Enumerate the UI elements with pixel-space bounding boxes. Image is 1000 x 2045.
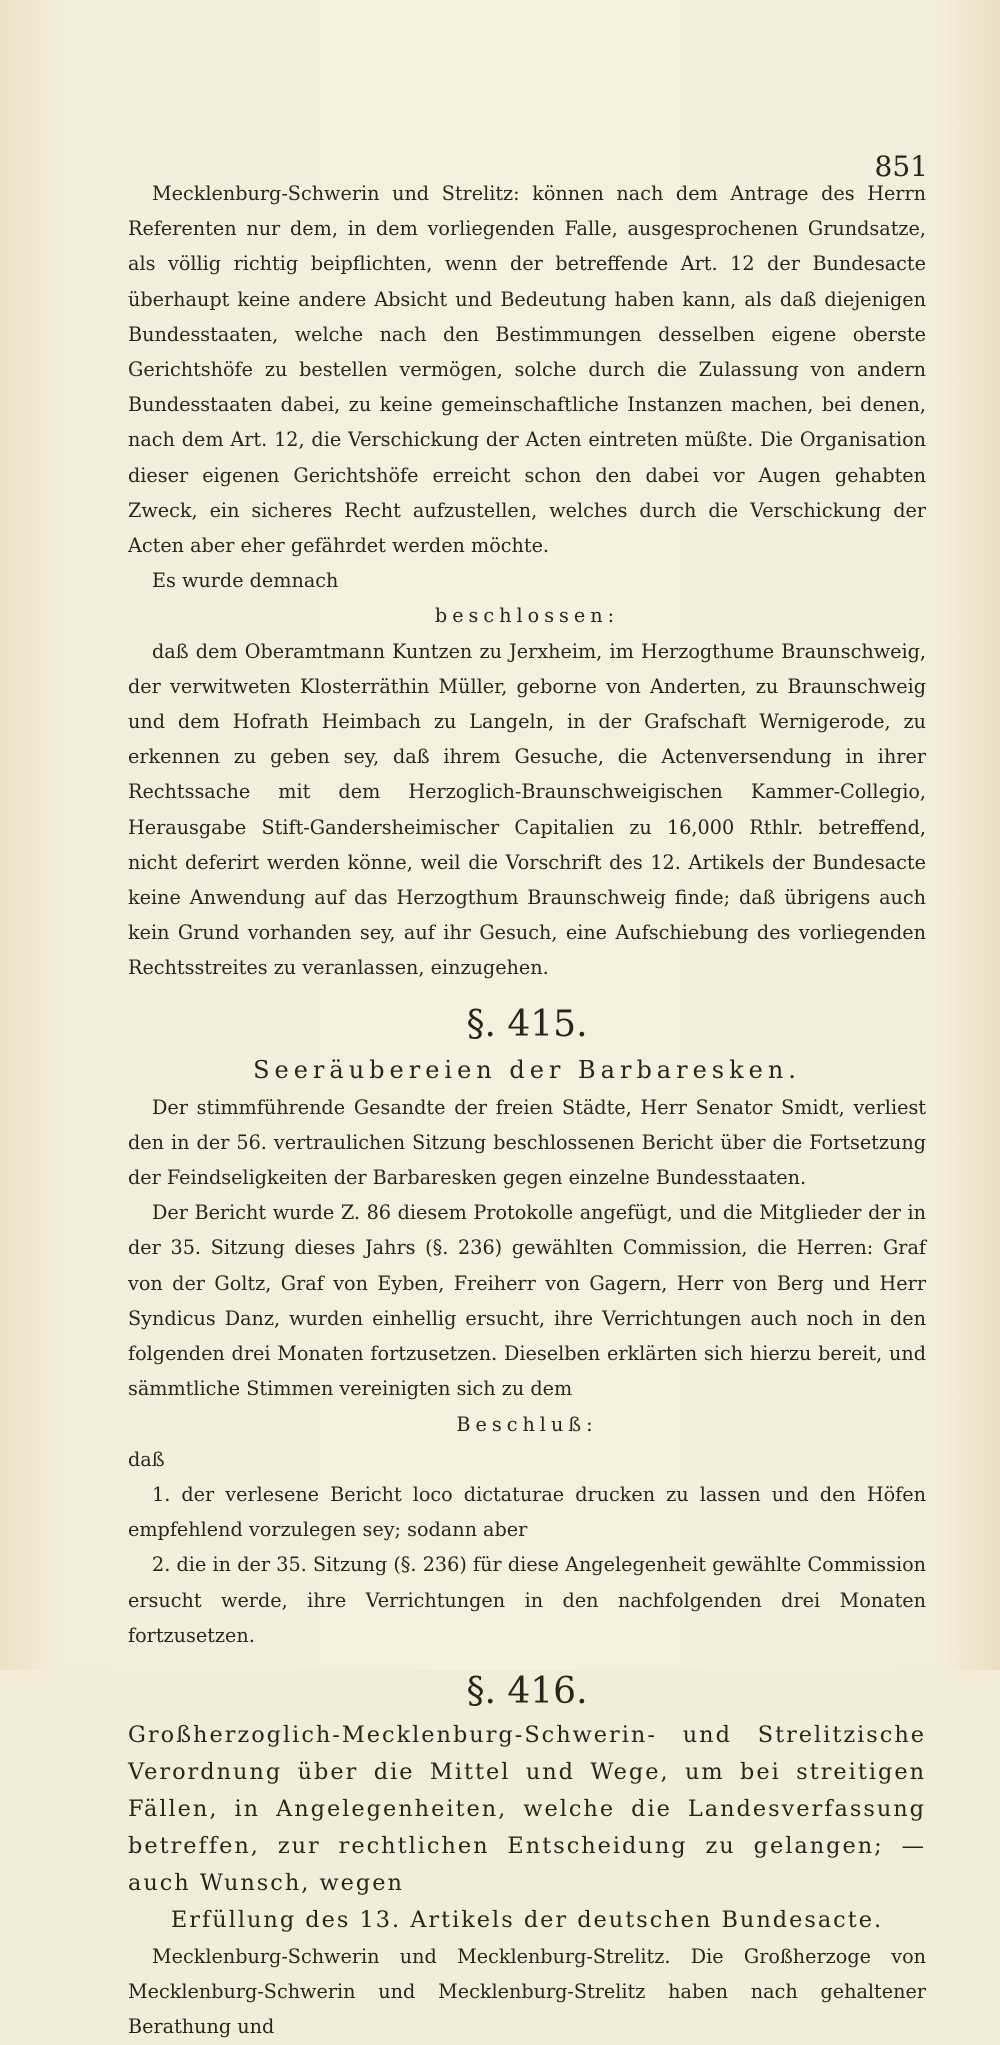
- section-416-number: §. 416.: [466, 1670, 588, 1712]
- section-415-paragraph-1: Der stimmführende Gesandte der freien Städte, Herr Senator Smidt, verliest den in der 56. vertraulichen Sitzung beschlossenen Bericht über die Fortsetzung der Feindseligkeiten der Barbaresken gegen einzelne Bundesstaaten.: [128, 1095, 926, 1190]
- section-416-heading-last-line: Erfüllung des 13. Artikels der deutschen Bundesacte.: [170, 1906, 884, 1933]
- page-number: 851: [874, 150, 928, 183]
- section-415-dass: daß: [128, 1447, 165, 1471]
- section-416-paragraph-1: Mecklenburg-Schwerin und Mecklenburg-Strelitz. Die Großherzoge von Mecklenburg-Schwerin und Mecklenburg-Strelitz haben nach gehaltener Berathung und: [128, 1944, 926, 2039]
- section-415-item-1: 1. der verlesene Bericht loco dictaturae drucken zu lassen und den Höfen empfehlend vorzulegen sey; sodann aber: [128, 1482, 926, 1542]
- section-415-beschluss-heading: Beschluß:: [456, 1412, 598, 1436]
- paragraph-resolution: daß dem Oberamtmann Kuntzen zu Jerxheim, im Herzogthume Braunschweig, der verwitweten Klosterräthin Müller, geborne von Anderten, zu Braunschweig und dem Hofrath Heimbach zu Langeln, in der Grafschaft Wernigerode, zu erkennen zu geben sey, daß ihrem Gesuche, die Actenversendung in ihrer Rechtssache mit dem Herzoglich-Braunschweigischen Kammer-Collegio, Herausgabe Stift-Gandersheimischer Capitalien zu 16,000 Rthlr. betreffend, nicht deferirt werden könne, weil die Vorschrift des 12. Artikels der Bundesacte keine Anwendung auf das Herzogthum Braunschweig finde; daß übrigens auch kein Grund vorhanden sey, auf ihr Gesuch, eine Aufschiebung des vorliegenden Rechtsstreites zu veranlassen, einzugehen.: [128, 639, 926, 980]
- page-body: [128, 138, 926, 2045]
- paragraph-mecklenburg-vote: Mecklenburg-Schwerin und Strelitz: können nach dem Antrage des Herrn Referenten nur dem, in dem vorliegenden Falle, ausgesprochenen Grundsatze, als völlig richtig beipflichten, wenn der betreffende Art. 12 der Bundesacte überhaupt keine andere Absicht und Bedeutung haben kann, als daß diejenigen Bundesstaaten, welche nach den Bestimmungen desselben eigene oberste Gerichtshöfe zu bestellen vermögen, solche durch die Zulassung von andern Bundesstaaten dabei, zu keine gemeinschaftliche Instanzen machen, bei denen, nach dem Art. 12, die Verschickung der Acten eintreten müßte. Die Organisation dieser eigenen Gerichtshöfe erreicht schon den dabei vor Augen gehabten Zweck, ein sicheres Recht aufzustellen, welches durch die Verschickung der Acten aber eher gefährdet werden möchte.: [128, 182, 926, 558]
- section-416-heading: Großherzoglich-Mecklenburg-Schwerin- und Strelitzische Verordnung über die Mittel und Wege, um bei streitigen Fällen, in Angelegenheiten, welche die Landesverfassung betreffen, zur rechtlichen Entscheidung zu gelangen; — auch Wunsch, wegen: [128, 1721, 926, 1896]
- section-415-paragraph-2: Der Bericht wurde Z. 86 diesem Protokolle angefügt, und die Mitglieder der in der 35. Sitzung dieses Jahrs (§. 236) gewählten Commission, die Herren: Graf von der Goltz, Graf von Eyben, Freiherr von Gagern, Herr von Berg und Herr Syndicus Danz, wurden einhellig ersucht, ihre Verrichtungen auch noch in den folgenden drei Monaten fortzusetzen. Dieselben erklärten sich hierzu bereit, und sämmtliche Stimmen vereinigten sich zu dem: [128, 1201, 926, 1401]
- section-415-item-2: 2. die in der 35. Sitzung (§. 236) für diese Angelegenheit gewählte Commission ersucht werde, ihre Verrichtungen in den nachfolgenden drei Monaten fortzusetzen.: [128, 1553, 926, 1647]
- section-415-title: Seeräubereien der Barbaresken.: [253, 1055, 801, 1084]
- paragraph-es-wurde: Es wurde demnach: [152, 569, 339, 593]
- section-415-number: §. 415.: [466, 1003, 588, 1045]
- resolution-heading-beschlossen: beschlossen:: [434, 604, 620, 628]
